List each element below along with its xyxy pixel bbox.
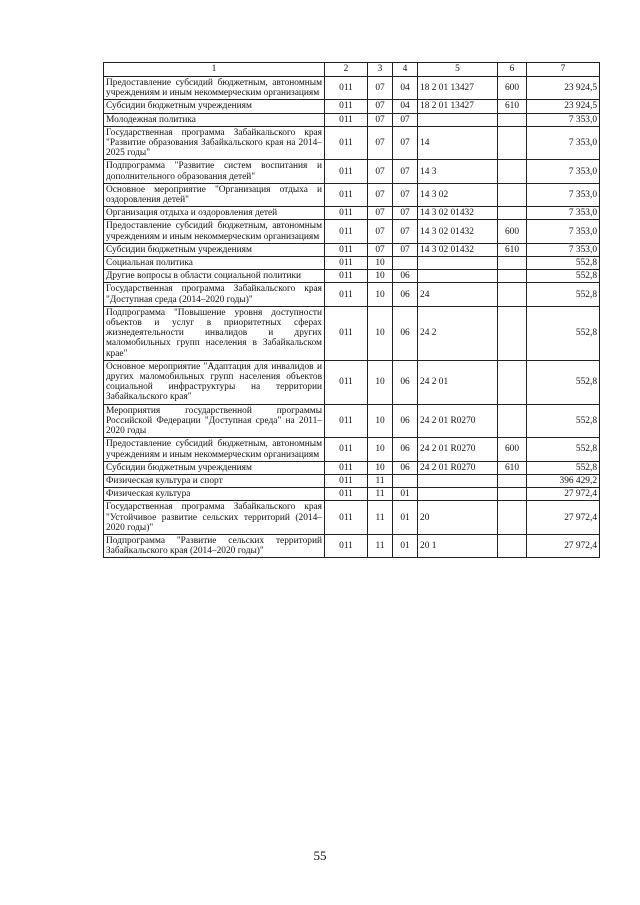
cell-col2: 011 [325, 438, 368, 461]
cell-col5: 24 2 01 [418, 360, 498, 404]
cell-col4: 01 [393, 501, 418, 535]
table-row [104, 207, 600, 220]
table-row [104, 534, 600, 557]
cell-col4: 07 [393, 207, 418, 220]
cell-col4: 04 [393, 77, 418, 100]
cell-col2: 011 [325, 306, 368, 360]
table-row [104, 77, 600, 100]
cell-col3: 11 [368, 488, 393, 501]
cell-name: Основное мероприятие "Организация отдыха и оздоровления детей" [104, 183, 325, 206]
cell-col6: 600 [498, 77, 527, 100]
cell-col2: 011 [325, 270, 368, 283]
cell-col4: 07 [393, 160, 418, 183]
table-row [104, 220, 600, 243]
cell-name: Предоставление субсидий бюджетным, автономным учреждениям и иным некоммерческим организациям [104, 77, 325, 100]
cell-col4: 07 [393, 126, 418, 160]
column-header: 6 [498, 63, 527, 77]
cell-col5: 14 3 02 01432 [418, 220, 498, 243]
cell-col6 [498, 160, 527, 183]
cell-col5: 14 3 02 01432 [418, 243, 498, 256]
cell-col6 [498, 306, 527, 360]
cell-col5: 24 [418, 283, 498, 306]
cell-col3: 11 [368, 534, 393, 557]
cell-name: Государственная программа Забайкальского края "Доступная среда (2014–2020 годы)" [104, 283, 325, 306]
cell-col4: 06 [393, 360, 418, 404]
cell-col3: 07 [368, 160, 393, 183]
column-header: 7 [527, 63, 600, 77]
cell-col3: 10 [368, 438, 393, 461]
cell-col4: 06 [393, 270, 418, 283]
cell-name: Подпрограмма "Развитие систем воспитания и дополнительного образования детей" [104, 160, 325, 183]
cell-col3: 07 [368, 243, 393, 256]
cell-col6: 610 [498, 243, 527, 256]
cell-col3: 10 [368, 283, 393, 306]
cell-col2: 011 [325, 220, 368, 243]
cell-col4: 06 [393, 283, 418, 306]
cell-col2: 011 [325, 283, 368, 306]
cell-col5: 24 2 01 R0270 [418, 404, 498, 438]
cell-col4: 06 [393, 461, 418, 474]
cell-col5: 20 [418, 501, 498, 535]
cell-name: Организация отдыха и оздоровления детей [104, 207, 325, 220]
cell-col3: 07 [368, 126, 393, 160]
table-row [104, 257, 600, 270]
cell-col6 [498, 113, 527, 126]
cell-col6 [498, 534, 527, 557]
cell-col6 [498, 257, 527, 270]
cell-col6 [498, 283, 527, 306]
cell-name: Государственная программа Забайкальского края "Развитие образования Забайкальского края на 2014–2025 годы" [104, 126, 325, 160]
cell-col5 [418, 257, 498, 270]
cell-col4: 06 [393, 438, 418, 461]
cell-col7: 7 353,0 [527, 207, 600, 220]
cell-col2: 011 [325, 160, 368, 183]
table-row [104, 126, 600, 160]
cell-col6 [498, 501, 527, 535]
cell-col7: 552,8 [527, 360, 600, 404]
cell-col2: 011 [325, 488, 368, 501]
cell-col7: 552,8 [527, 270, 600, 283]
table-row [104, 283, 600, 306]
cell-col7: 27 972,4 [527, 534, 600, 557]
cell-col5: 18 2 01 13427 [418, 100, 498, 113]
table-row [104, 113, 600, 126]
cell-col3: 10 [368, 461, 393, 474]
cell-col2: 011 [325, 126, 368, 160]
cell-col7: 7 353,0 [527, 220, 600, 243]
table-row [104, 474, 600, 487]
cell-col4: 04 [393, 100, 418, 113]
cell-name: Субсидии бюджетным учреждениям [104, 461, 325, 474]
table-row [104, 270, 600, 283]
cell-col6: 600 [498, 220, 527, 243]
cell-col7: 552,8 [527, 404, 600, 438]
table-row [104, 501, 600, 535]
cell-col7: 552,8 [527, 306, 600, 360]
cell-col2: 011 [325, 474, 368, 487]
cell-col4: 07 [393, 243, 418, 256]
cell-col5: 14 [418, 126, 498, 160]
cell-col2: 011 [325, 207, 368, 220]
cell-col2: 011 [325, 501, 368, 535]
cell-col2: 011 [325, 113, 368, 126]
table-row [104, 100, 600, 113]
cell-col6 [498, 183, 527, 206]
cell-col7: 7 353,0 [527, 160, 600, 183]
cell-col7: 23 924,5 [527, 100, 600, 113]
cell-col5: 24 2 01 R0270 [418, 461, 498, 474]
cell-col6 [498, 207, 527, 220]
cell-name: Подпрограмма "Повышение уровня доступности объектов и услуг в приоритетных сферах жизнедеятельности инвалидов и других маломобильных групп населения в Забайкальском крае" [104, 306, 325, 360]
cell-col7: 7 353,0 [527, 126, 600, 160]
cell-col3: 07 [368, 100, 393, 113]
cell-col6: 610 [498, 100, 527, 113]
column-header: 5 [418, 63, 498, 77]
cell-col5 [418, 270, 498, 283]
cell-col3: 10 [368, 360, 393, 404]
cell-col3: 10 [368, 306, 393, 360]
cell-col4 [393, 257, 418, 270]
cell-col2: 011 [325, 257, 368, 270]
cell-name: Молодежная политика [104, 113, 325, 126]
cell-col5: 24 2 01 R0270 [418, 438, 498, 461]
cell-col3: 10 [368, 404, 393, 438]
table-row [104, 488, 600, 501]
page-number: 55 [313, 848, 327, 863]
column-header: 2 [325, 63, 368, 77]
cell-col6 [498, 488, 527, 501]
cell-name: Основное мероприятие "Адаптация для инвалидов и других маломобильных групп населения объектов социальной инфраструктуры на территории Забайкальского края" [104, 360, 325, 404]
cell-name: Государственная программа Забайкальского края "Устойчивое развитие сельских территорий (2014–2020 годы)" [104, 501, 325, 535]
cell-col2: 011 [325, 461, 368, 474]
cell-col7: 7 353,0 [527, 113, 600, 126]
column-header: 4 [393, 63, 418, 77]
cell-col5 [418, 113, 498, 126]
cell-col5: 18 2 01 13427 [418, 77, 498, 100]
cell-name: Социальная политика [104, 257, 325, 270]
cell-col3: 10 [368, 270, 393, 283]
cell-col3: 07 [368, 207, 393, 220]
table-header-row [104, 63, 600, 77]
cell-name: Субсидии бюджетным учреждениям [104, 243, 325, 256]
cell-col4: 06 [393, 404, 418, 438]
table-row [104, 183, 600, 206]
cell-col6 [498, 404, 527, 438]
cell-col4: 07 [393, 183, 418, 206]
cell-col3: 11 [368, 501, 393, 535]
cell-col2: 011 [325, 360, 368, 404]
cell-col4 [393, 474, 418, 487]
cell-col7: 27 972,4 [527, 501, 600, 535]
table-row [104, 306, 600, 360]
cell-col3: 11 [368, 474, 393, 487]
column-header: 3 [368, 63, 393, 77]
cell-col3: 07 [368, 183, 393, 206]
cell-col6: 600 [498, 438, 527, 461]
cell-col7: 552,8 [527, 257, 600, 270]
cell-col7: 396 429,2 [527, 474, 600, 487]
cell-name: Другие вопросы в области социальной политики [104, 270, 325, 283]
table-row [104, 243, 600, 256]
cell-name: Физическая культура и спорт [104, 474, 325, 487]
cell-col3: 07 [368, 77, 393, 100]
cell-name: Физическая культура [104, 488, 325, 501]
cell-col3: 07 [368, 220, 393, 243]
cell-col5: 14 3 02 01432 [418, 207, 498, 220]
cell-name: Мероприятия государственной программы Российской Федерации "Доступная среда" на 2011–2020 годы [104, 404, 325, 438]
table-row [104, 438, 600, 461]
column-header: 1 [104, 63, 325, 77]
cell-col7: 23 924,5 [527, 77, 600, 100]
cell-col6 [498, 126, 527, 160]
table-row [104, 461, 600, 474]
budget-table [103, 62, 600, 558]
table-row [104, 160, 600, 183]
cell-col4: 01 [393, 488, 418, 501]
cell-col5: 20 1 [418, 534, 498, 557]
cell-col6 [498, 360, 527, 404]
cell-col6: 610 [498, 461, 527, 474]
cell-name: Предоставление субсидий бюджетным, автономным учреждениям и иным некоммерческим организациям [104, 220, 325, 243]
cell-col7: 27 972,4 [527, 488, 600, 501]
cell-col2: 011 [325, 243, 368, 256]
cell-col2: 011 [325, 100, 368, 113]
cell-col7: 552,8 [527, 461, 600, 474]
cell-name: Подпрограмма "Развитие сельских территорий Забайкальского края (2014–2020 годы)" [104, 534, 325, 557]
cell-col6 [498, 270, 527, 283]
cell-col5: 24 2 [418, 306, 498, 360]
cell-col3: 07 [368, 113, 393, 126]
table-row [104, 404, 600, 438]
cell-col4: 07 [393, 113, 418, 126]
table-row [104, 360, 600, 404]
cell-col3: 10 [368, 257, 393, 270]
cell-col7: 7 353,0 [527, 183, 600, 206]
cell-col7: 552,8 [527, 283, 600, 306]
cell-col4: 01 [393, 534, 418, 557]
cell-name: Предоставление субсидий бюджетным, автономным учреждениям и иным некоммерческим организациям [104, 438, 325, 461]
cell-name: Субсидии бюджетным учреждениям [104, 100, 325, 113]
cell-col6 [498, 474, 527, 487]
cell-col5: 14 3 [418, 160, 498, 183]
cell-col7: 7 353,0 [527, 243, 600, 256]
cell-col2: 011 [325, 77, 368, 100]
cell-col7: 552,8 [527, 438, 600, 461]
cell-col4: 07 [393, 220, 418, 243]
cell-col2: 011 [325, 183, 368, 206]
cell-col5: 14 3 02 [418, 183, 498, 206]
cell-col4: 06 [393, 306, 418, 360]
cell-col5 [418, 488, 498, 501]
cell-col2: 011 [325, 534, 368, 557]
cell-col5 [418, 474, 498, 487]
cell-col2: 011 [325, 404, 368, 438]
